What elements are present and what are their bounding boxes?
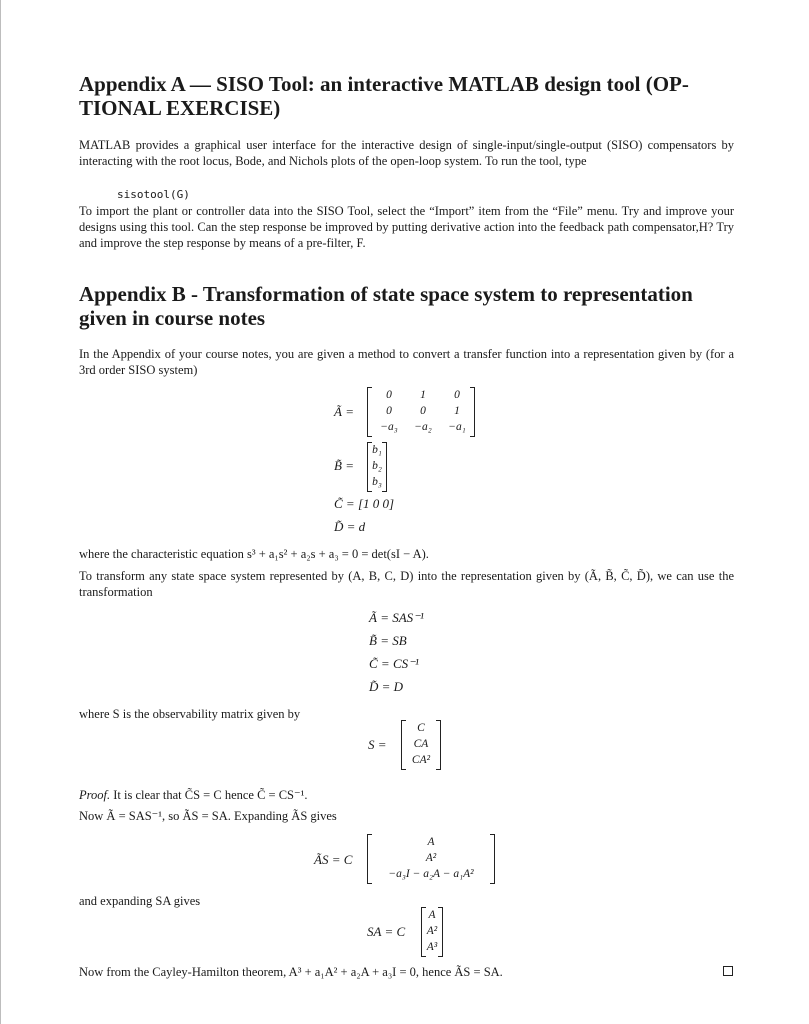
a-cell-1-2: 1 (454, 405, 460, 417)
as-cell-2: −a₃I − a₂A − a₁A² (388, 868, 474, 880)
b-cell-1: b₂ (372, 460, 382, 472)
b-tilde-matrix (367, 442, 387, 492)
b-cell-0: b₁ (372, 444, 382, 456)
d-tilde-eq: D̃ = d (334, 519, 366, 534)
sa-cell-0: A (428, 909, 436, 921)
transform-eq-d: D̃ = D (369, 679, 404, 694)
appendix-a-para1: MATLAB provides a graphical user interface for the interactive design of single-input/single-output (SISO) compensators by interacting with the root locus, Bode, and Nichols plots of the open-loop system. To run the tool, type (79, 138, 734, 168)
appendix-b-intro: In the Appendix of your course notes, you are given a method to convert a transfer function into a representation given by (for a 3rd order SISO system) (79, 347, 734, 377)
as-matrix (367, 834, 495, 884)
a-tilde-lhs: Ã = (334, 404, 354, 419)
transform-eq-c: C̃ = CS⁻¹ (369, 656, 419, 671)
a-cell-1-0: 0 (386, 405, 392, 417)
appendix-b-heading (79, 282, 739, 330)
s-lhs: S = (368, 737, 387, 752)
a-cell-0-1: 1 (420, 389, 426, 401)
s-matrix (401, 720, 441, 770)
sa-lhs: SA = C (367, 924, 406, 939)
where-s-text: where S is the observability matrix given by (79, 707, 301, 721)
s-cell-0: C (417, 722, 425, 734)
b-tilde-lhs: B̃ = (334, 458, 354, 473)
proof-line1 (79, 787, 734, 803)
a-cell-1-1: 0 (420, 405, 426, 417)
appendix-a-title-line2: TIONAL EXERCISE) (79, 96, 281, 120)
a-cell-2-2: −a₁ (448, 421, 466, 433)
sa-cell-1: A² (426, 925, 438, 937)
char-equation-text: where the characteristic equation s³ + a₁s² + a₂s + a₃ = 0 = det(sI − A). (79, 547, 429, 561)
as-lhs: ÃS = C (314, 852, 353, 867)
as-cell-1: A² (425, 852, 437, 864)
appendix-a-heading (79, 72, 739, 120)
b-cell-2: b₃ (372, 476, 382, 488)
as-cell-0: A (427, 836, 435, 848)
proof-line1-text: It is clear that C̃S = C hence C̃ = CS⁻¹. (113, 788, 308, 802)
code-sisotool: sisotool(G) (117, 188, 190, 201)
transform-text: To transform any state space system represented by (A, B, C, D) into the representation given by (Ã, B̃, C̃, D̃), we can use the transformation (79, 569, 734, 599)
c-tilde-eq: C̃ = [1 0 0] (334, 496, 395, 511)
s-cell-2: CA² (411, 754, 431, 766)
a-cell-2-1: −a₂ (414, 421, 432, 433)
s-cell-1: CA (413, 738, 429, 750)
sa-cell-2: A³ (426, 941, 438, 953)
appendix-b-title-line1: Appendix B - Transformation of state space system to representation (79, 282, 693, 306)
qed-square-icon (723, 966, 733, 976)
expanding-sa-text: and expanding SA gives (79, 894, 201, 908)
cayley-hamilton-text: Now from the Cayley-Hamilton theorem, A³ + a₁A² + a₂A + a₃I = 0, hence ÃS = SA. (79, 965, 503, 979)
proof-label: Proof. (79, 788, 111, 802)
a-cell-2-0: −a₃ (380, 421, 398, 433)
sa-matrix (421, 907, 443, 957)
a-cell-0-2: 0 (454, 389, 460, 401)
transform-eq-b: B̃ = SB (369, 633, 407, 648)
appendix-a-para2: To import the plant or controller data into the SISO Tool, select the “Import” item from the “File” menu. Try and improve your designs using this tool. Can the step response be improved by putting derivative action into the feedback path compensator,H? Try and improve the step response by means of a pre-filter, F. (79, 204, 734, 250)
transform-eq-a: Ã = SAS⁻¹ (369, 610, 424, 625)
a-cell-0-0: 0 (386, 389, 392, 401)
a-tilde-matrix (367, 387, 475, 437)
proof-line2: Now Ã = SAS⁻¹, so ÃS = SA. Expanding ÃS gives (79, 809, 337, 823)
appendix-a-title-line1: Appendix A — SISO Tool: an interactive MATLAB design tool (OP- (79, 72, 689, 96)
appendix-b-title-line2: given in course notes (79, 306, 266, 330)
